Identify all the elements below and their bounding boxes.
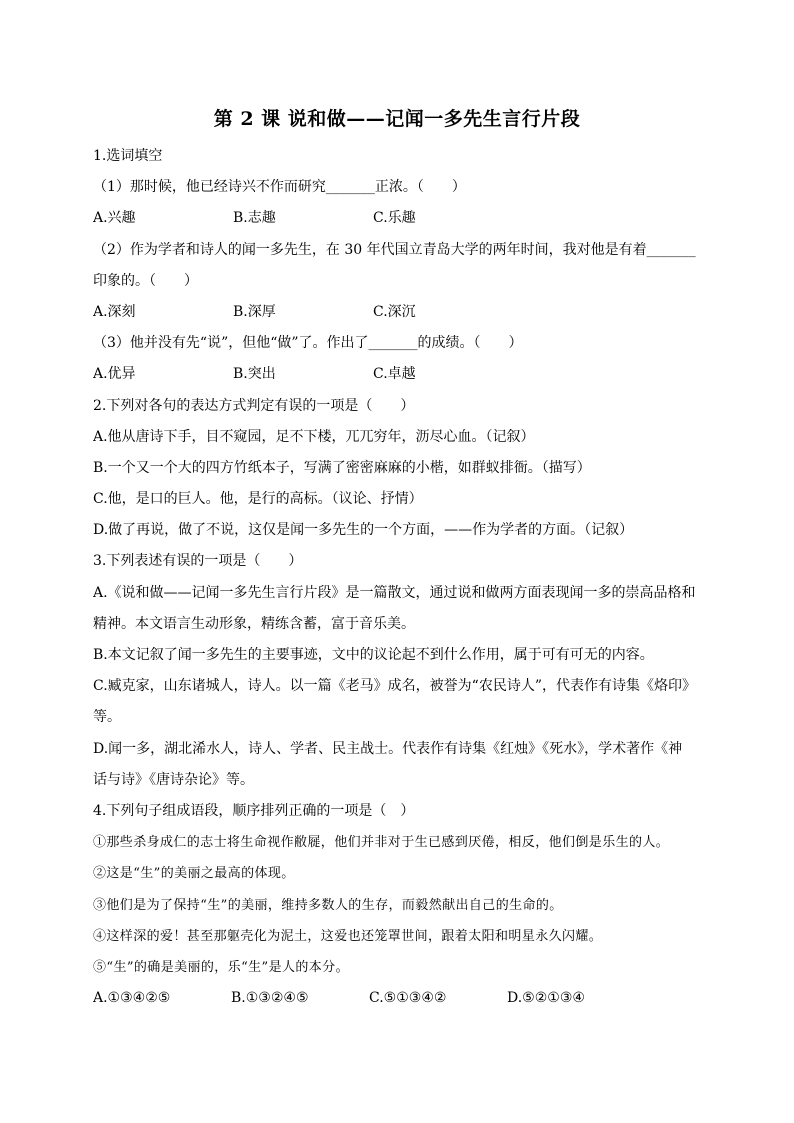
q1-sub1-option-c: C.乐趣 bbox=[373, 210, 416, 227]
q4-option-d: D.⑤②①③④ bbox=[507, 990, 585, 1007]
q4-sentence-5: ⑤“生”的确是美丽的，乐“生”是人的本分。 bbox=[93, 959, 349, 975]
q4-sentence-2: ②这是“生”的美丽之最高的体现。 bbox=[93, 866, 295, 882]
q4-options bbox=[93, 983, 713, 1014]
q2-option-b: B.一个又一个大的四方竹纸本子，写满了密密麻麻的小楷，如群蚁排衙。（描写） bbox=[93, 459, 591, 476]
q4-option-c: C.⑤①③④② bbox=[369, 990, 447, 1007]
q3-option-a-line2: 精神。本文语言生动形象，精练含蓄，富于音乐美。 bbox=[93, 615, 415, 632]
q3-option-a-line1: A.《说和做——记闻一多先生言行片段》是一篇散文，通过说和做两方面表现闻一多的崇高品格和 bbox=[93, 584, 696, 601]
q1-sub2-option-b: B.深厚 bbox=[233, 303, 276, 320]
q1-sub1: （1）那时候，他已经诗兴不作而研究_______正浓。（ ） bbox=[93, 179, 466, 196]
q2-heading: 2.下列对各句的表达方式判定有误的一项是（ ） bbox=[93, 397, 415, 414]
q1-sub2-options bbox=[93, 297, 713, 328]
q1-sub2-line2: 印象的。（ ） bbox=[93, 272, 198, 289]
q4-option-a: A.①③④②⑤ bbox=[93, 990, 171, 1007]
q1-sub1-options bbox=[93, 203, 713, 234]
q1-sub3-option-c: C.卓越 bbox=[373, 366, 416, 383]
q1-sub3-options bbox=[93, 359, 713, 390]
q4-heading: 4.下列句子组成语段，顺序排列正确的一项是（ ） bbox=[93, 802, 415, 819]
q2-option-a: A.他从唐诗下手，目不窥园，足不下楼，兀兀穷年，沥尽心血。（记叙） bbox=[93, 428, 535, 445]
q2-option-c: C.他，是口的巨人。他，是行的高标。（议论、抒情） bbox=[93, 491, 423, 508]
q3-option-c-line2: 等。 bbox=[93, 709, 121, 726]
q2-option-d: D.做了再说，做了不说，这仅是闻一多先生的一个方面，——作为学者的方面。（记叙） bbox=[93, 522, 634, 539]
q4-sentence-3: ③他们是为了保持“生”的美丽，维持多数人的生存，而毅然献出自己的生命的。 bbox=[93, 897, 563, 913]
q1-sub3-option-a: A.优异 bbox=[93, 366, 136, 383]
q1-sub3-option-b: B.突出 bbox=[233, 366, 276, 383]
q3-option-d-line2: 话与诗》《唐诗杂论》等。 bbox=[93, 771, 254, 788]
q4-sentence-4: ④这样深的爱！甚至那躯壳化为泥土，这爱也还笼罩世间，跟着太阳和明星永久闪耀。 bbox=[93, 928, 603, 944]
q1-sub1-option-b: B.志趣 bbox=[233, 210, 276, 227]
q1-sub2-line1: （2）作为学者和诗人的闻一多先生，在 30 年代国立青岛大学的两年时间，我对他是有着_______ bbox=[93, 241, 696, 258]
q1-heading: 1.选词填空 bbox=[93, 148, 163, 164]
q1-sub2-option-a: A.深刻 bbox=[93, 303, 136, 320]
q1-sub3: （3）他并没有先“说”，但他“做”了。作出了_______的成绩。（ ） bbox=[93, 335, 523, 352]
q3-option-c-line1: C.臧克家，山东诸城人，诗人。以一篇《老马》成名，被誉为“农民诗人”，代表作有诗集《烙印》 bbox=[93, 678, 696, 695]
q1-sub1-option-a: A.兴趣 bbox=[93, 210, 136, 227]
lesson-title: 第 2 课 说和做——记闻一多先生言行片段 bbox=[213, 108, 581, 130]
q3-heading: 3.下列表述有误的一项是（ ） bbox=[93, 553, 303, 570]
q1-sub2-option-c: C.深沉 bbox=[373, 303, 416, 320]
q4-sentence-1: ①那些杀身成仁的志士将生命视作敝屣，他们并非对于生已感到厌倦，相反，他们倒是乐生的人。 bbox=[93, 835, 670, 851]
question-list bbox=[93, 141, 713, 1014]
q4-option-b: B.①③②④⑤ bbox=[231, 990, 309, 1007]
q3-option-b: B.本文记叙了闻一多先生的主要事迹，文中的议论起不到什么作用，属于可有可无的内容。 bbox=[93, 647, 654, 663]
q3-option-d-line1: D.闻一多，湖北浠水人，诗人、学者、民主战士。代表作有诗集《红烛》《死水》，学术著作《神 bbox=[93, 740, 683, 757]
